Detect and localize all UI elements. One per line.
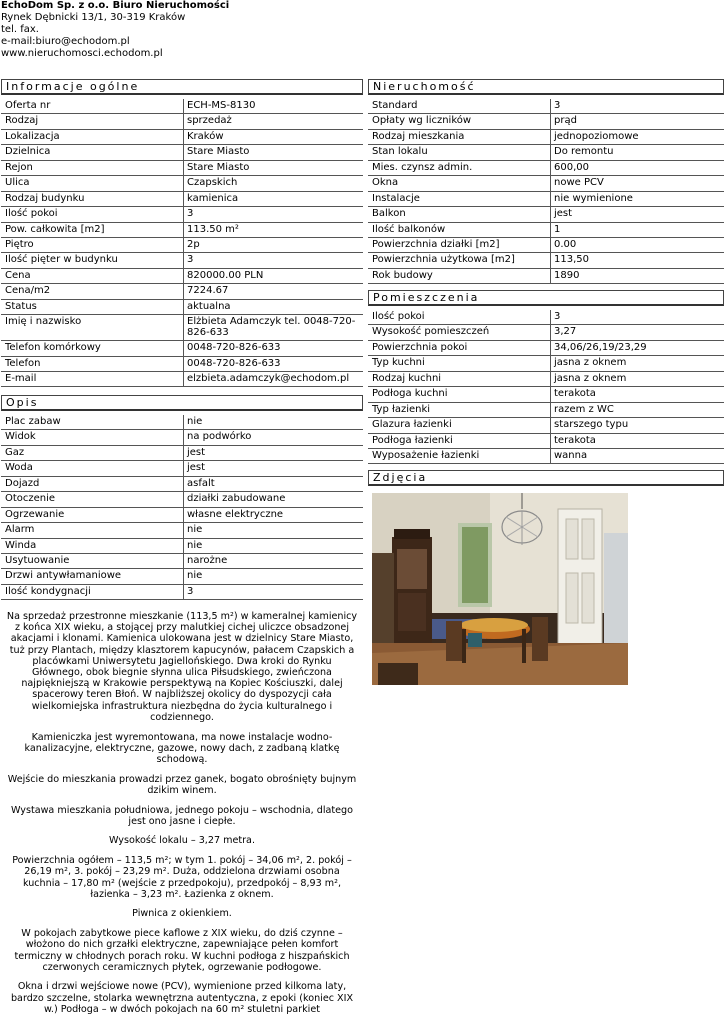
field-value: Elżbieta Adamczyk tel. 0048-720-826-633 [187, 316, 356, 339]
field-value: nie wymienione [554, 192, 633, 204]
table-row [1, 207, 363, 222]
field-label: Ilość pokoi [368, 310, 551, 324]
rooms-table [368, 310, 724, 464]
table-row [1, 461, 363, 476]
field-value: 3 [187, 254, 194, 266]
table-row [1, 539, 363, 554]
field-label: Dojazd [1, 477, 184, 491]
field-value: aktualna [187, 300, 231, 312]
property-table [368, 99, 724, 284]
field-label: Ilość pokoi [1, 207, 184, 221]
field-label: Cena [1, 269, 184, 283]
field-label: Alarm [1, 523, 184, 537]
field-value: wanna [554, 449, 588, 461]
field-label: Mies. czynsz admin. [368, 161, 551, 175]
table-row [368, 372, 724, 387]
table-row [368, 341, 724, 356]
field-value: 3,27 [554, 326, 577, 338]
field-label: Rok budowy [368, 269, 551, 283]
opis-table [1, 415, 363, 600]
table-row [1, 372, 363, 387]
field-value: jest [187, 446, 206, 458]
property-title: Nieruchomość [368, 79, 724, 95]
table-row [1, 145, 363, 160]
field-label: Powierzchnia działki [m2] [368, 238, 551, 252]
field-value: asfalt [187, 477, 215, 489]
description-paragraph: Powierzchnia ogółem – 113,5 m²; w tym 1. pokój – 34,06 m², 2. pokój – 26,19 m², 3. pokój – 23,29 m². Duża, oddzielona drzwiami osobna kuchnia – 17,80 m² (wejście z przedpokoju), przedpokój – 8,93 m², łazienka – 3,23 m². Łazienka z oknem. [12, 855, 352, 900]
field-value: 0048-720-826-633 [187, 342, 281, 354]
table-row [1, 357, 363, 372]
table-row [368, 434, 724, 449]
table-row [1, 508, 363, 523]
field-value: Stare Miasto [187, 161, 250, 173]
field-label: Rejon [1, 161, 184, 175]
field-value: jasna z oknem [554, 357, 627, 369]
description [6, 611, 358, 1024]
field-label: Pow. całkowita [m2] [1, 223, 184, 237]
field-label: Ilość balkonów [368, 223, 551, 237]
field-label: Ilość pięter w budynku [1, 253, 184, 267]
field-label: Oferta nr [1, 99, 184, 113]
general-info-table [1, 99, 363, 387]
table-row [368, 253, 724, 268]
field-label: Podłoga łazienki [368, 434, 551, 448]
field-value: jasna z oknem [554, 372, 627, 384]
table-row [368, 449, 724, 464]
description-paragraph: Wystawa mieszkania południowa, jednego pokoju – wschodnia, dlatego jest ono jasne i ciepłe. [10, 804, 354, 827]
photos-section [368, 470, 724, 486]
field-value: starszego typu [554, 419, 629, 431]
field-value: jednopoziomowe [554, 130, 639, 142]
field-value: 0.00 [554, 238, 577, 250]
table-row [1, 114, 363, 129]
table-row [368, 130, 724, 145]
field-label: Ilość kondygnacji [1, 585, 184, 599]
field-label: Dzielnica [1, 145, 184, 159]
field-value: kamienica [187, 192, 239, 204]
field-label: Piętro [1, 238, 184, 252]
description-paragraph: Okna i drzwi wejściowe nowe (PCV), wymienione przed kilkoma laty, bardzo szczelne, stolarka wewnętrzna autentyczna, z epoki (koniec XIX w.) Podłoga – w dwóch pokojach na 60 m² stuletni parkiet [10, 981, 354, 1015]
table-row [368, 418, 724, 433]
field-label: Glazura łazienki [368, 418, 551, 432]
description-paragraph: Piwnica z okienkiem. [132, 908, 232, 920]
table-row [368, 223, 724, 238]
table-row [1, 238, 363, 253]
field-value: narożne [187, 554, 228, 566]
field-label: Rodzaj budynku [1, 192, 184, 206]
property-section [368, 79, 724, 284]
field-value: prąd [554, 115, 577, 127]
field-value: terakota [554, 388, 596, 400]
photos-title: Zdjęcia [368, 470, 724, 486]
field-value: nie [187, 539, 203, 551]
field-label: Podłoga kuchni [368, 387, 551, 401]
field-value: na podwórko [187, 431, 252, 443]
table-row [1, 446, 363, 461]
description-paragraph: Na sprzedaż przestronne mieszkanie (113,5 m²) w kameralnej kamienicy z końca XIX wieku, a stojącej przy malutkiej cichej uliczce obsadzonej akacjami i klonami. Kamienica ulokowana jest w dzielnicy Stare Miasto, tuż przy Plantach, między klasztorem kapucynów, pałacem Czapskich a placówkami Uniwersytetu Jagiellońskiego. Dwa kroki do Rynku Głównego, obok biegnie słynna ulica Piłsudskiego, zwieńczona najpiękniejszą w Krakowie perspektywą na Kopiec Kościuszki, dalej spacerowy teren Błoń. W najbliższej okolicy do dyspozycji cała wielkomiejska infrastruktura niezbędna do życia kulturalnego i codziennego. [6, 611, 358, 723]
general-info-title: Informacje ogólne [1, 79, 363, 95]
field-value: Kraków [187, 130, 224, 142]
field-label: Status [1, 300, 184, 314]
field-label: Stan lokalu [368, 145, 551, 159]
table-row [1, 415, 363, 430]
field-label: Rodzaj [1, 114, 184, 128]
field-label: Gaz [1, 446, 184, 460]
table-row [1, 99, 363, 114]
table-row [1, 341, 363, 356]
field-label: Rodzaj mieszkania [368, 130, 551, 144]
table-row [1, 176, 363, 191]
field-label: Powierzchnia pokoi [368, 341, 551, 355]
field-label: Telefon [1, 357, 184, 371]
field-value: 3 [187, 208, 194, 220]
field-label: Otoczenie [1, 492, 184, 506]
agency-header [1, 0, 229, 60]
field-value: 3 [554, 311, 561, 322]
field-value: własne elektryczne [187, 508, 284, 520]
field-value: 1890 [554, 269, 580, 281]
field-label: Plac zabaw [1, 415, 184, 429]
field-label: Usytuowanie [1, 554, 184, 568]
field-value: sprzedaż [187, 115, 232, 127]
field-label: Telefon komórkowy [1, 341, 184, 355]
field-label: Ulica [1, 176, 184, 190]
field-value: Do remontu [554, 146, 614, 158]
table-row [1, 569, 363, 584]
rooms-section [368, 290, 724, 464]
table-row [368, 325, 724, 340]
table-row [1, 269, 363, 284]
table-row [1, 130, 363, 145]
field-value: 1 [554, 223, 561, 235]
table-row [1, 315, 363, 341]
table-row [368, 387, 724, 402]
field-label: Ogrzewanie [1, 508, 184, 522]
field-value: 600,00 [554, 161, 589, 173]
field-label: Instalacje [368, 192, 551, 206]
field-label: Woda [1, 461, 184, 475]
field-label: Wysokość pomieszczeń [368, 325, 551, 339]
table-row [1, 192, 363, 207]
field-value: jest [187, 462, 206, 474]
table-row [1, 492, 363, 507]
table-row [1, 430, 363, 445]
field-label: Powierzchnia użytkowa [m2] [368, 253, 551, 267]
table-row [1, 300, 363, 315]
opis-title: Opis [1, 395, 363, 411]
table-row [1, 161, 363, 176]
field-value: 0048-720-826-633 [187, 357, 281, 369]
table-row [368, 176, 724, 191]
field-label: Drzwi antywłamaniowe [1, 569, 184, 583]
field-value: 34,06/26,19/23,29 [554, 341, 647, 353]
table-row [1, 284, 363, 299]
table-row [368, 310, 724, 325]
field-label: Typ łazienki [368, 403, 551, 417]
field-label: Okna [368, 176, 551, 190]
table-row [368, 114, 724, 129]
table-row [368, 99, 724, 114]
field-value: nie [187, 570, 203, 582]
description-paragraph: W pokojach zabytkowe piece kaflowe z XIX wieku, do dziś czynne – włożono do nich grzałki elektryczne, zapewniające pełen komfort termiczny w chłodnych porach roku. W kuchni podłoga z hiszpańskich czerwonych ceramicznych płytek, ogrzewanie podłogowe. [14, 928, 350, 973]
field-label: Balkon [368, 207, 551, 221]
description-paragraph: Wysokość lokalu – 3,27 metra. [108, 835, 255, 847]
agency-name: EchoDom Sp. z o.o. Biuro Nieruchomości [1, 0, 230, 11]
table-row [1, 554, 363, 569]
table-row [368, 192, 724, 207]
table-row [1, 585, 363, 600]
table-row [368, 161, 724, 176]
field-label: Cena/m2 [1, 284, 184, 298]
field-value: działki zabudowane [187, 493, 286, 505]
agency-phone: tel. fax. [1, 24, 39, 35]
field-label: Widok [1, 430, 184, 444]
general-info-section [1, 79, 363, 387]
table-row [368, 145, 724, 160]
field-label: Typ kuchni [368, 356, 551, 370]
opis-section [1, 395, 363, 600]
table-row [1, 223, 363, 238]
field-value: ECH-MS-8130 [187, 100, 256, 111]
table-row [368, 207, 724, 222]
field-label: Opłaty wg liczników [368, 114, 551, 128]
description-paragraph: Kamieniczka jest wyremontowana, ma nowe instalacje wodno-kanalizacyjne, elektryczne, gazowe, nowy dach, z zadbaną klatkę schodową. [24, 731, 340, 765]
field-value: 113.50 m² [187, 223, 239, 235]
field-value: razem z WC [554, 403, 614, 415]
description-paragraph: Wejście do mieszkania prowadzi przez ganek, bogato obrośnięty bujnym dzikim winem. [7, 773, 357, 796]
field-label: Imię i nazwisko [1, 315, 184, 340]
field-value: Czapskich [187, 177, 238, 189]
agency-website[interactable]: www.nieruchomosci.echodom.pl [1, 48, 163, 59]
field-label: Standard [368, 99, 551, 113]
field-value: jest [554, 208, 573, 220]
field-label: E-mail [1, 372, 184, 386]
field-value: 820000.00 PLN [187, 269, 264, 281]
table-row [368, 356, 724, 371]
field-label: Winda [1, 539, 184, 553]
rooms-title: Pomieszczenia [368, 290, 724, 306]
table-row [368, 238, 724, 253]
field-value: terakota [554, 434, 596, 446]
field-value: 113,50 [554, 254, 589, 266]
field-value: elzbieta.adamczyk@echodom.pl [187, 373, 350, 384]
table-row [1, 477, 363, 492]
agency-email: e-mail:biuro@echodom.pl [1, 36, 130, 47]
apartment-photo[interactable] [372, 493, 628, 685]
field-value: nowe PCV [554, 177, 604, 189]
agency-address: Rynek Dębnicki 13/1, 30-319 Kraków [1, 12, 186, 23]
field-value: nie [187, 416, 203, 427]
field-value: nie [187, 524, 203, 536]
field-value: Stare Miasto [187, 146, 250, 158]
field-label: Wyposażenie łazienki [368, 449, 551, 463]
field-label: Rodzaj kuchni [368, 372, 551, 386]
field-value: 3 [187, 585, 194, 597]
table-row [1, 253, 363, 268]
table-row [368, 269, 724, 284]
field-label: Lokalizacja [1, 130, 184, 144]
field-value: 2p [187, 238, 200, 250]
field-value: 3 [554, 100, 561, 111]
field-value: 7224.67 [187, 285, 229, 297]
table-row [368, 403, 724, 418]
table-row [1, 523, 363, 538]
